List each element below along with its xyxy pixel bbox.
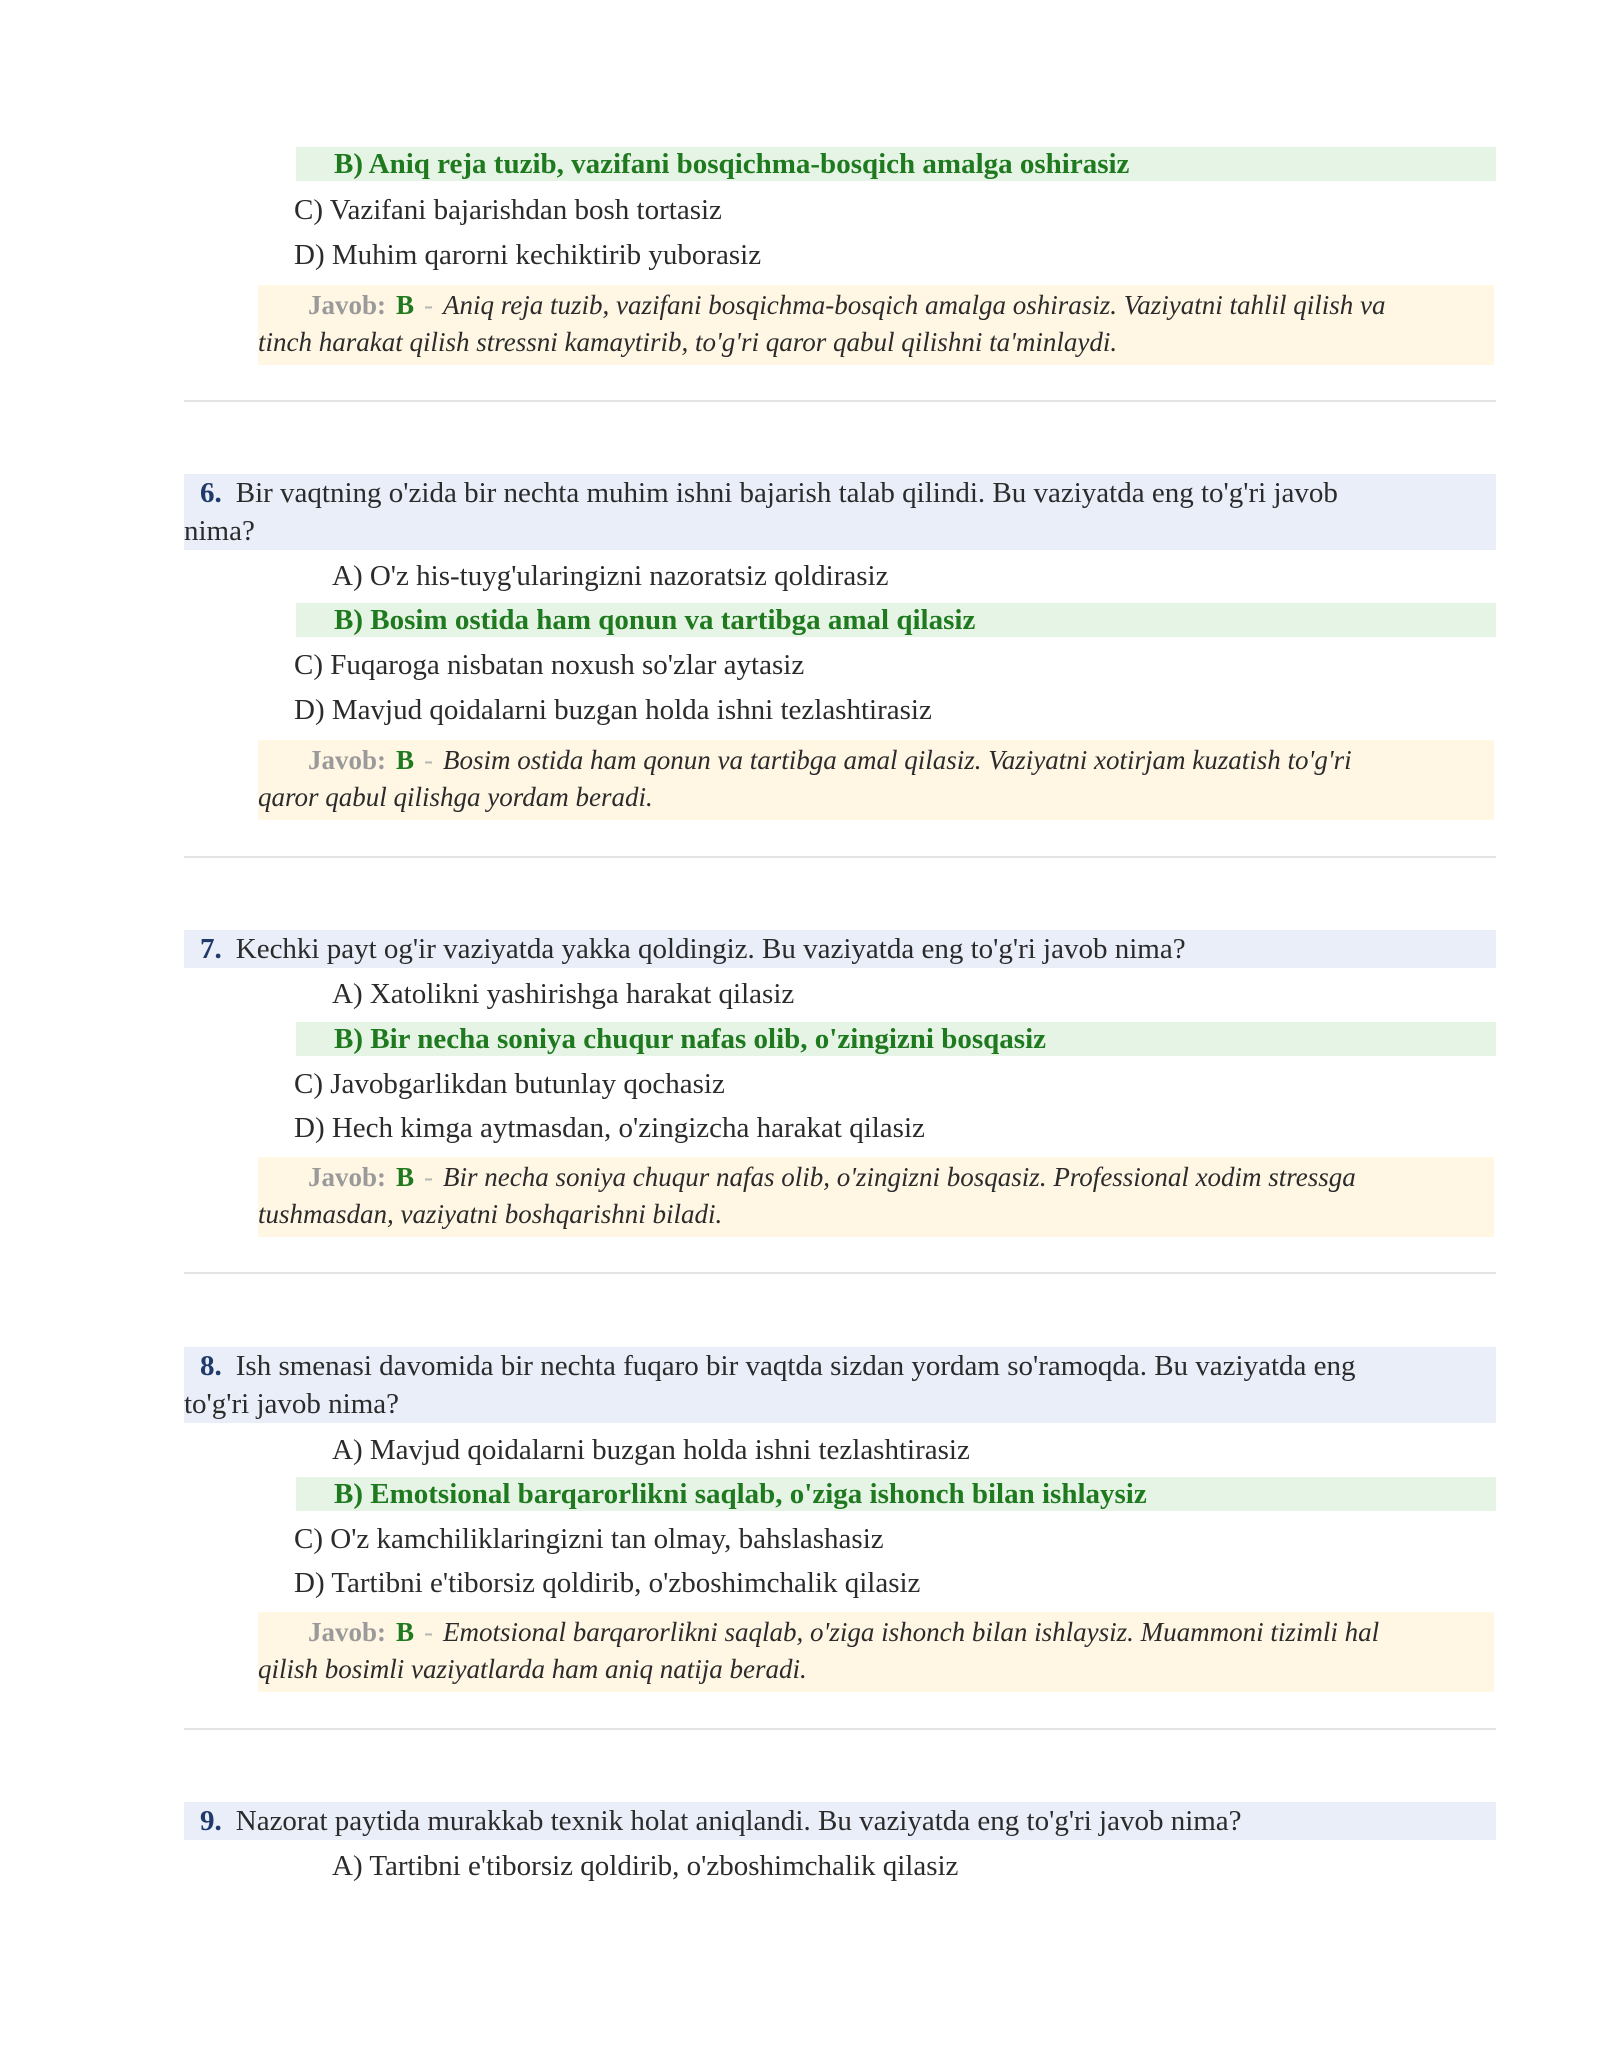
q5-option-d: D) Muhim qarorni kechiktirib yuborasiz: [294, 239, 762, 271]
q5-answer-box: [258, 285, 1494, 365]
q8-option-c: C) O'z kamchiliklaringizni tan olmay, bahslashasiz: [294, 1523, 884, 1555]
q8-option-d: D) Tartibni e'tiborsiz qoldirib, o'zboshimchalik qilasiz: [294, 1567, 921, 1599]
q6-text-line1: Bir vaqtning o'zida bir nechta muhim ishni bajarish talab qilindi. Bu vaziyatda eng to'g'ri javob: [235, 477, 1338, 509]
answer-letter: B: [396, 1617, 415, 1647]
q6-text-line2: nima?: [184, 515, 255, 547]
answer-explanation-line1: Emotsional barqarorlikni saqlab, o'ziga ishonch bilan ishlaysiz. Muammoni tizimli hal: [443, 1617, 1380, 1647]
answer-dash: -: [424, 1162, 434, 1192]
answer-label: Javob:: [308, 290, 387, 320]
answer-letter: B: [396, 745, 415, 775]
q6-question: [184, 474, 1496, 550]
question-divider: [184, 1728, 1496, 1730]
answer-explanation-line1: Bosim ostida ham qonun va tartibga amal qilasiz. Vaziyatni xotirjam kuzatish to'g'ri: [443, 745, 1352, 775]
q9-text-line1: Nazorat paytida murakkab texnik holat aniqlandi. Bu vaziyatda eng to'g'ri javob nima?: [235, 1805, 1242, 1837]
q8-number: 8.: [200, 1350, 222, 1382]
q7-option-b-correct: B) Bir necha soniya chuqur nafas olib, o'zingizni bosqasiz: [296, 1022, 1496, 1056]
question-divider: [184, 856, 1496, 858]
q7-option-c: C) Javobgarlikdan butunlay qochasiz: [294, 1068, 725, 1100]
answer-dash: -: [424, 290, 434, 320]
q5-option-c: C) Vazifani bajarishdan bosh tortasiz: [294, 194, 722, 226]
q8-text-line2: to'g'ri javob nima?: [184, 1388, 400, 1420]
answer-explanation-line2: tinch harakat qilish stressni kamaytirib, to'g'ri qaror qabul qilishni ta'minlaydi.: [258, 327, 1118, 357]
answer-explanation-line2: qaror qabul qilishga yordam beradi.: [258, 782, 653, 812]
q6-answer-box: [258, 740, 1494, 820]
answer-label: Javob:: [308, 1617, 387, 1647]
q7-text-line1: Kechki payt og'ir vaziyatda yakka qoldingiz. Bu vaziyatda eng to'g'ri javob nima?: [235, 933, 1186, 965]
q8-question: [184, 1347, 1496, 1423]
question-divider: [184, 400, 1496, 402]
question-divider: [184, 1272, 1496, 1274]
q7-option-a: A) Xatolikni yashirishga harakat qilasiz: [332, 978, 795, 1010]
q8-option-a: A) Mavjud qoidalarni buzgan holda ishni tezlashtirasiz: [332, 1434, 970, 1466]
answer-explanation-line2: qilish bosimli vaziyatlarda ham aniq natija beradi.: [258, 1654, 807, 1684]
answer-explanation-line2: tushmasdan, vaziyatni boshqarishni biladi.: [258, 1199, 723, 1229]
q6-number: 6.: [200, 477, 222, 509]
answer-letter: B: [396, 290, 415, 320]
q6-option-c: C) Fuqaroga nisbatan noxush so'zlar aytasiz: [294, 649, 805, 681]
answer-explanation-line1: Aniq reja tuzib, vazifani bosqichma-bosqich amalga oshirasiz. Vaziyatni tahlil qilish va: [443, 290, 1386, 320]
q8-option-b-correct: B) Emotsional barqarorlikni saqlab, o'ziga ishonch bilan ishlaysiz: [296, 1477, 1496, 1511]
q7-answer-box: [258, 1157, 1494, 1237]
answer-letter: B: [396, 1162, 415, 1192]
q7-number: 7.: [200, 933, 222, 965]
answer-dash: -: [424, 1617, 434, 1647]
q6-option-d: D) Mavjud qoidalarni buzgan holda ishni tezlashtirasiz: [294, 694, 932, 726]
q9-option-a: A) Tartibni e'tiborsiz qoldirib, o'zboshimchalik qilasiz: [332, 1850, 959, 1882]
q9-number: 9.: [200, 1805, 222, 1837]
answer-label: Javob:: [308, 745, 387, 775]
q7-option-d: D) Hech kimga aytmasdan, o'zingizcha harakat qilasiz: [294, 1112, 925, 1144]
q6-option-a: A) O'z his-tuyg'ularingizni nazoratsiz qoldirasiz: [332, 560, 889, 592]
answer-dash: -: [424, 745, 434, 775]
q7-question: [184, 930, 1496, 968]
q5-option-b-correct: B) Aniq reja tuzib, vazifani bosqichma-bosqich amalga oshirasiz: [296, 147, 1496, 181]
answer-label: Javob:: [308, 1162, 387, 1192]
answer-explanation-line1: Bir necha soniya chuqur nafas olib, o'zingizni bosqasiz. Professional xodim stressga: [443, 1162, 1356, 1192]
q8-answer-box: [258, 1612, 1494, 1692]
q8-text-line1: Ish smenasi davomida bir nechta fuqaro bir vaqtda sizdan yordam so'ramoqda. Bu vaziyatda eng: [235, 1350, 1356, 1382]
q9-question: [184, 1802, 1496, 1840]
q6-option-b-correct: B) Bosim ostida ham qonun va tartibga amal qilasiz: [296, 603, 1496, 637]
